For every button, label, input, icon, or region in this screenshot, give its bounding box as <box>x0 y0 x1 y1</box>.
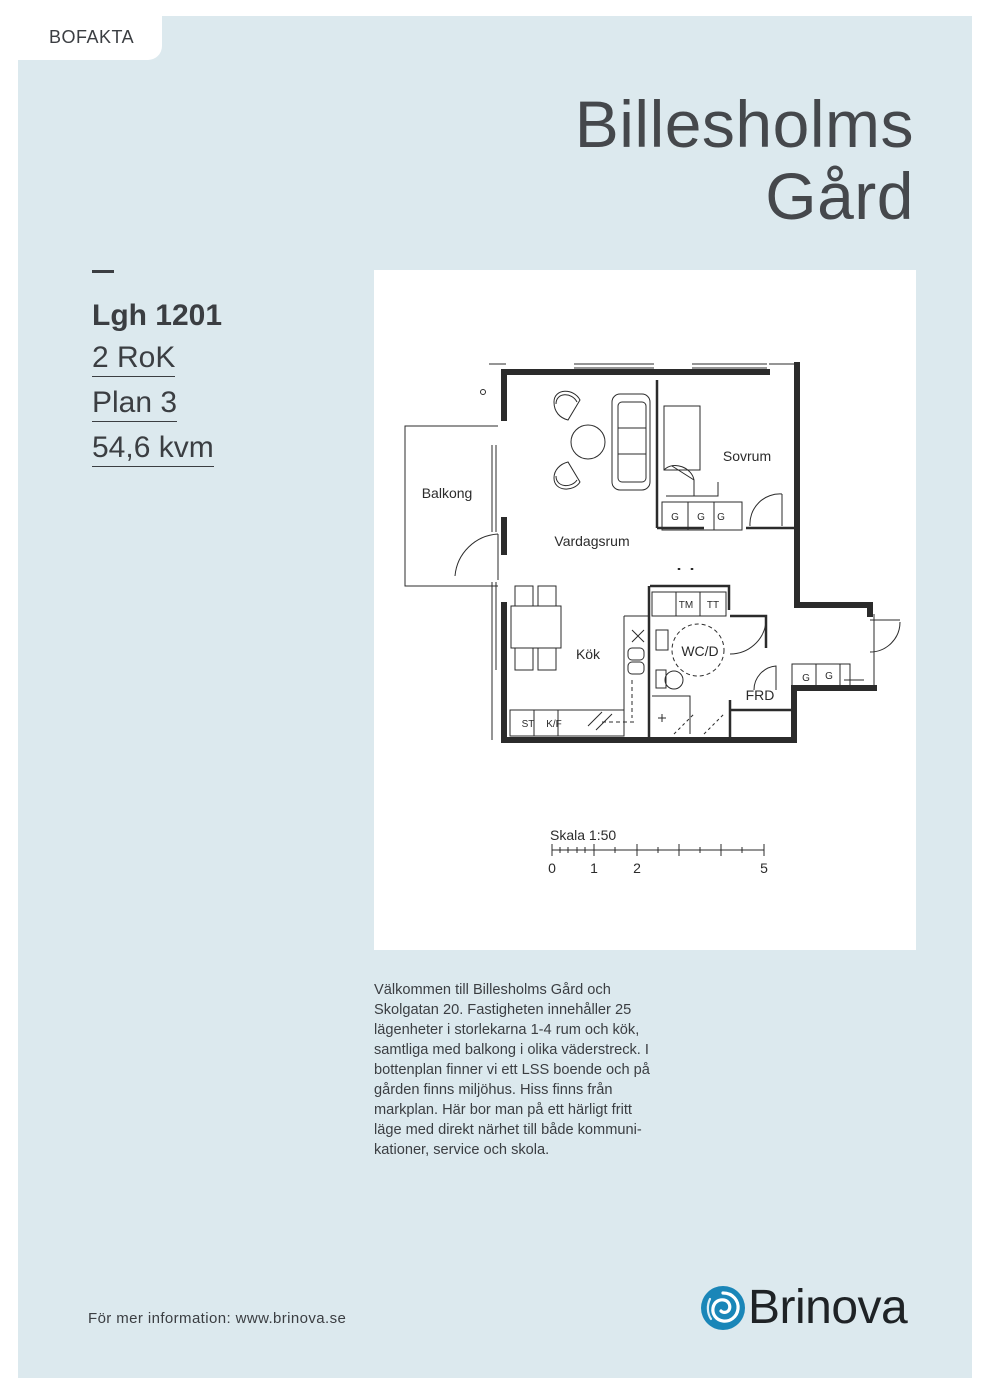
bofakta-tab <box>18 16 162 60</box>
armchairs <box>554 391 580 489</box>
label-sovrum: Sovrum <box>722 448 772 464</box>
bathroom-fixtures <box>652 592 726 734</box>
floor-level: Plan 3 <box>92 385 177 422</box>
label-g-5: G <box>825 671 833 682</box>
brinova-wordmark: Brinova <box>748 1281 908 1334</box>
sofa <box>612 394 650 490</box>
left-windows <box>492 445 496 740</box>
label-g-2: G <box>697 512 705 523</box>
label-frd: FRD <box>745 687 775 703</box>
label-balkong: Balkong <box>421 485 473 501</box>
floor-plan-panel <box>374 270 916 950</box>
label-tt: TT <box>706 600 720 611</box>
outer-walls <box>504 365 874 740</box>
title-line-1: Billesholms <box>574 87 914 161</box>
label-g-1: G <box>671 512 679 523</box>
section-dash <box>92 270 114 273</box>
apartment-number: Lgh 1201 <box>92 299 223 332</box>
property-description: Välkommen till Billesholms Gård och Skolgatan 20. Fastigheten innehåller 25 lägenheter i storlekarna 1-4 rum och kök, samtliga med balkong i olika väderstreck. I bottenplan finner vi ett LSS boende och på gården finns miljöhus. Hiss finns från markplan. Här bor man på ett härligt fritt läge med direkt närhet till både kommuni-kationer, service och skola. <box>374 982 650 1158</box>
bedroom-door <box>750 494 782 526</box>
scale-tick-2: 2 <box>633 860 641 876</box>
brinova-logo <box>700 1280 907 1336</box>
label-kok: Kök <box>575 646 601 662</box>
coffee-table <box>571 425 605 459</box>
dining-set <box>511 586 561 670</box>
label-wcd: WC/D <box>681 643 719 659</box>
room-count: 2 RoK <box>92 340 175 377</box>
contact-info: För mer information: www.brinova.se <box>88 1310 347 1327</box>
label-g-4: G <box>802 673 810 684</box>
scale-tick-5: 5 <box>760 860 768 876</box>
scale-label: Skala 1:50 <box>550 827 617 843</box>
label-tm: TM <box>678 600 694 611</box>
scale-tick-0: 0 <box>548 860 556 876</box>
tab-label: BOFAKTA <box>49 27 135 47</box>
floor-area: 54,6 kvm <box>92 430 214 467</box>
brinova-swirl-icon <box>700 1285 746 1331</box>
title-line-2: Gård <box>765 159 914 233</box>
balcony-door <box>455 534 498 580</box>
property-title <box>575 88 914 232</box>
entrance-door <box>870 614 900 690</box>
floor-plan-drawing <box>374 270 916 950</box>
scale-bar <box>548 827 768 876</box>
bathroom-door <box>730 622 766 654</box>
apartment-facts <box>92 296 222 475</box>
inner-walls <box>649 380 794 740</box>
top-windows <box>489 364 794 368</box>
label-vardagsrum: Vardagsrum <box>554 533 630 549</box>
label-kf: K/F <box>546 719 562 730</box>
scale-tick-1: 1 <box>590 860 598 876</box>
label-g-3: G <box>717 512 725 523</box>
label-st: ST <box>521 719 535 730</box>
